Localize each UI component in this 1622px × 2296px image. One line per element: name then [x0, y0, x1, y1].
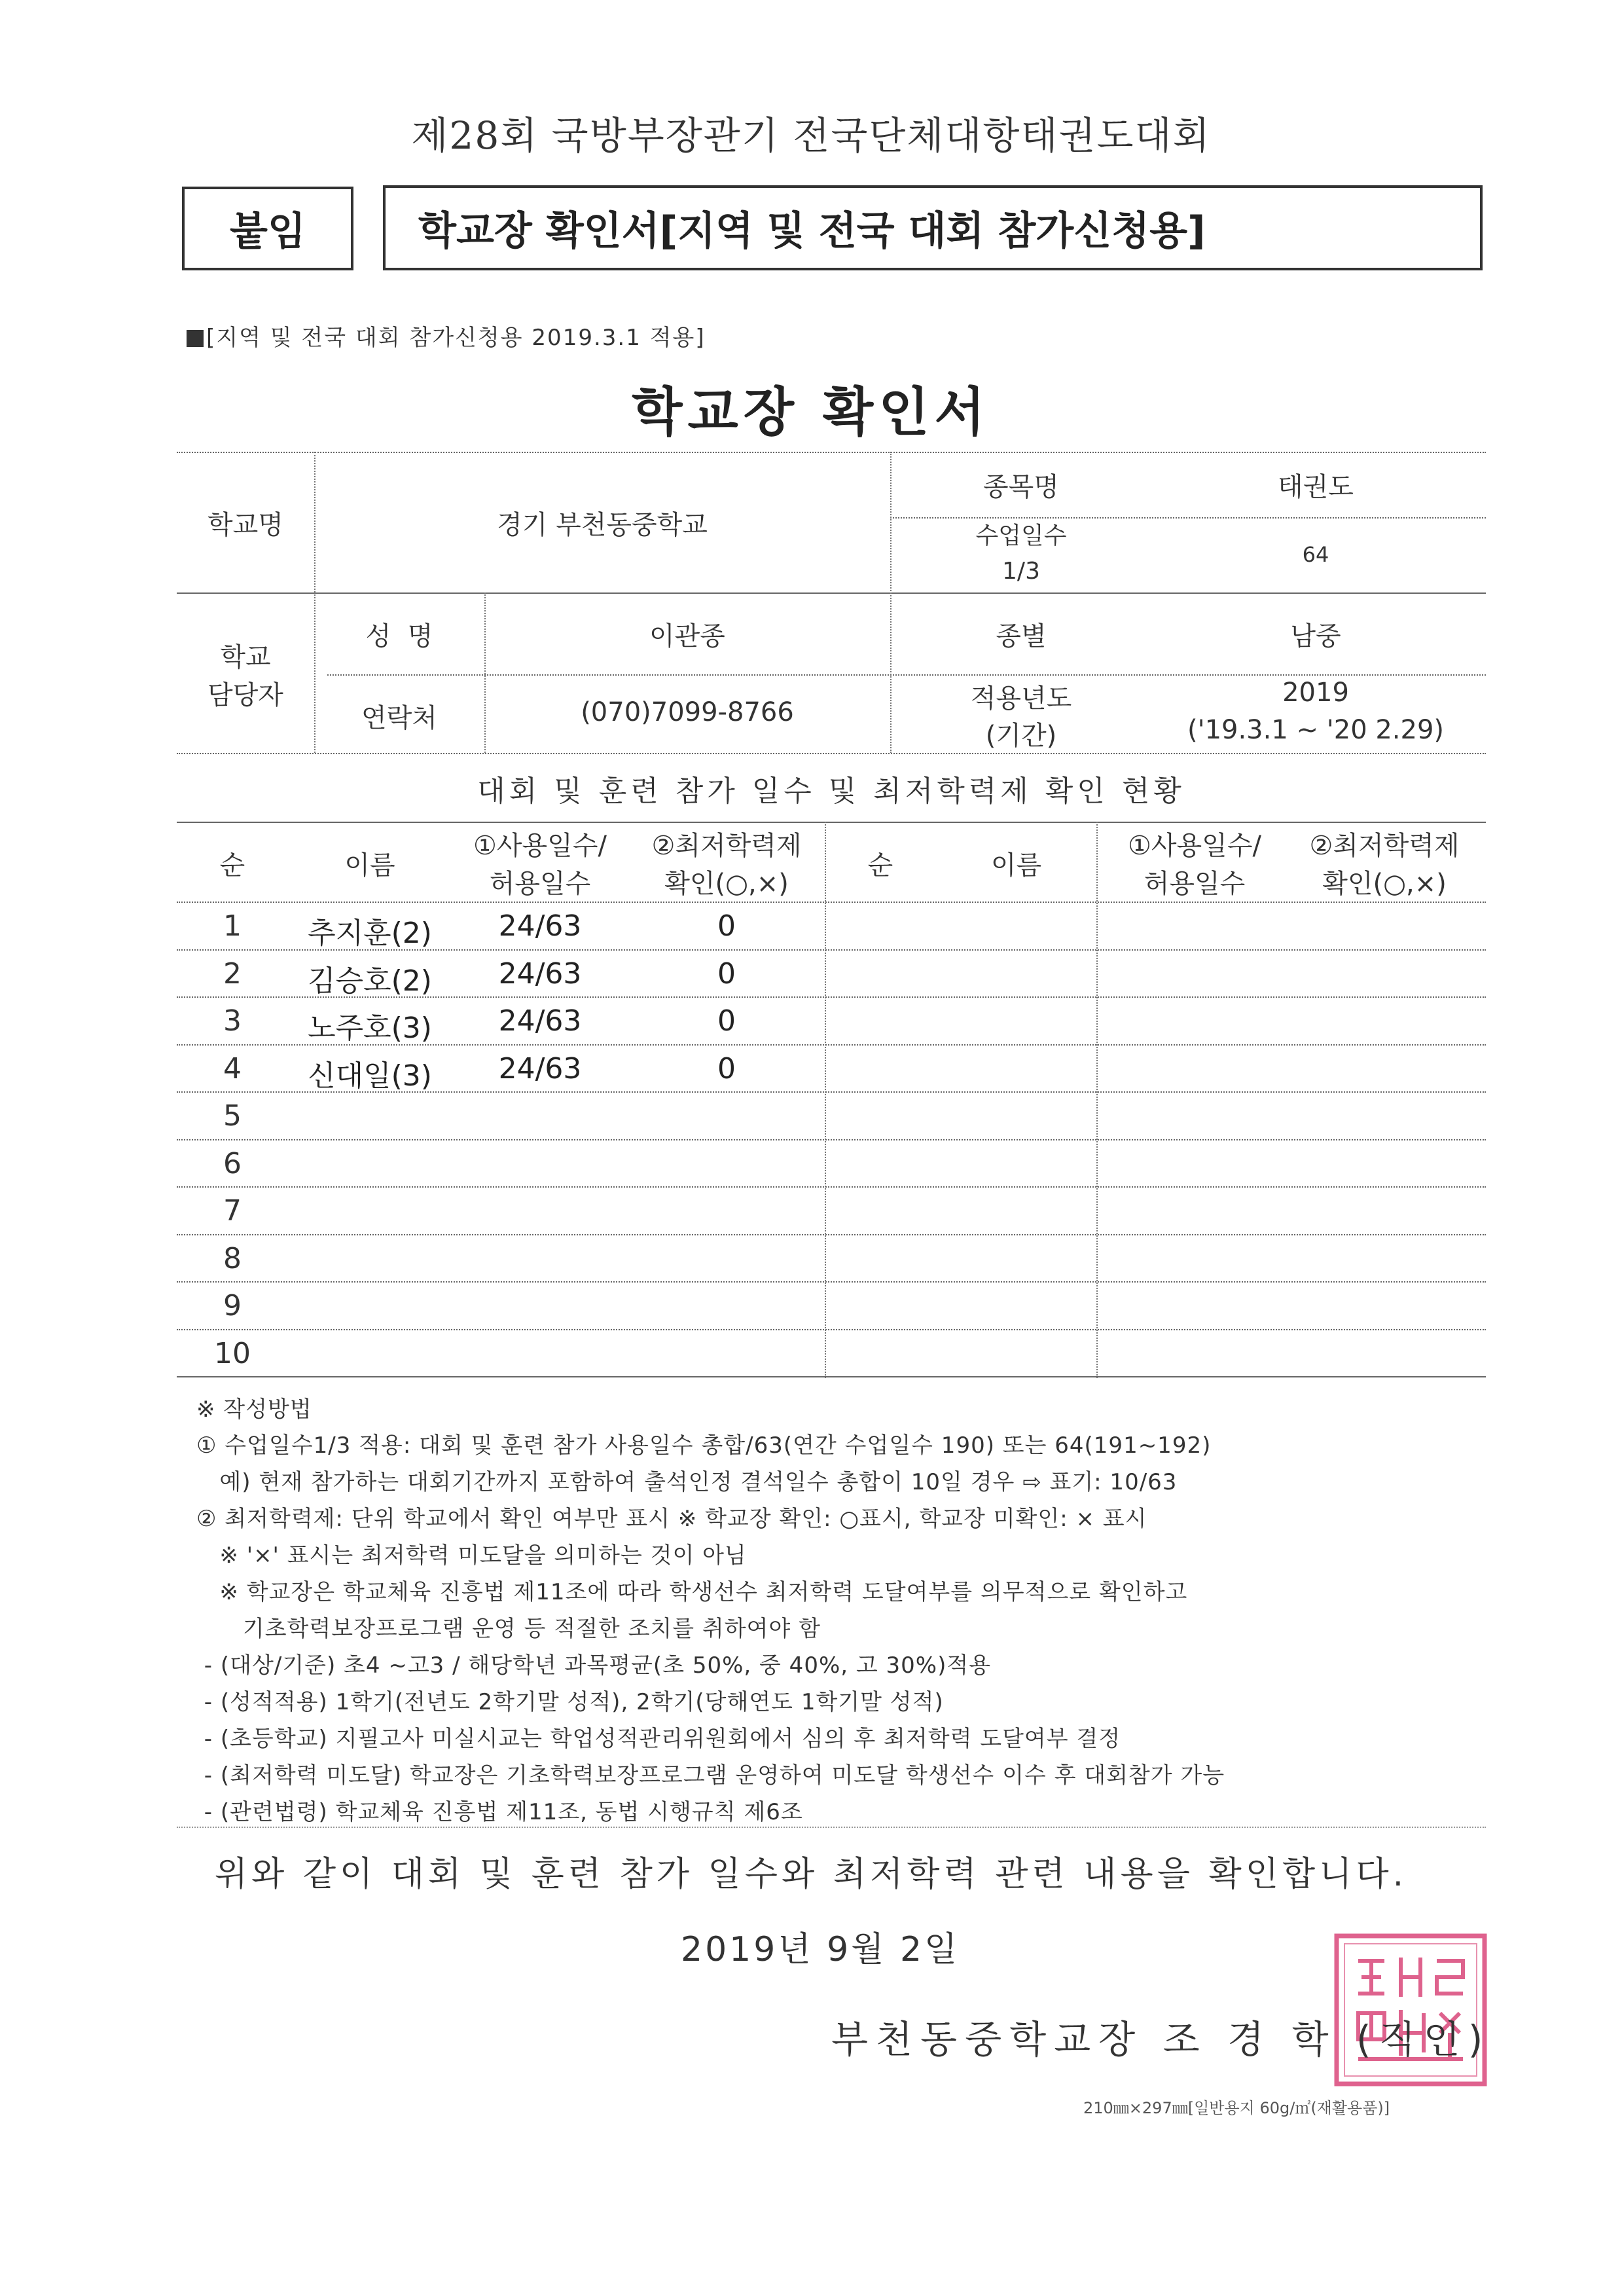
divider: [177, 753, 1486, 754]
table-row-divider: [177, 1281, 1486, 1283]
method-line: - (초등학교) 지필고사 미실시교는 학업성적관리위원회에서 심의 후 최저학력 도달여부 결정: [196, 1726, 1121, 1752]
name-label: 성 명: [365, 621, 433, 651]
year-value-2: ('19.3.1 ~ '20 2.29): [1187, 715, 1445, 745]
class-days-value: 64: [1302, 542, 1329, 567]
header-days-1: ①사용일수/: [473, 831, 607, 861]
row-number: 1: [223, 909, 242, 943]
form-title: 학교장 확인서[지역 및 전국 대회 참가신청용]: [383, 185, 1483, 270]
row-number: 7: [223, 1194, 242, 1228]
row-days: 24/63: [498, 909, 582, 943]
row-number: 8: [223, 1241, 242, 1275]
header-no-right: 순: [867, 850, 893, 881]
row-number: 9: [223, 1289, 242, 1322]
row-days: 24/63: [498, 1051, 582, 1085]
header-min-2-right: 확인(○,×): [1322, 869, 1447, 899]
section-title: 대회 및 훈련 참가 일수 및 최저학력제 확인 현황: [477, 774, 1185, 808]
year-label-2: (기간): [985, 721, 1057, 751]
header-min-1-right: ②최저학력제: [1309, 831, 1460, 861]
divider: [177, 592, 1486, 594]
table-row-divider: [177, 1329, 1486, 1330]
row-check: 0: [717, 1004, 736, 1038]
row-number: 6: [223, 1146, 242, 1180]
sport-label: 종목명: [983, 472, 1059, 502]
method-heading: ※ 작성방법: [196, 1396, 312, 1423]
header-min-1: ②최저학력제: [651, 831, 802, 861]
method-line: ② 최저학력제: 단위 학교에서 확인 여부만 표시 ※ 학교장 확인: ○표시, 학교장 미확인: × 표시: [196, 1506, 1147, 1532]
header-min-2: 확인(○,×): [664, 869, 789, 899]
row-number: 5: [223, 1099, 242, 1133]
category-label: 종별: [996, 621, 1047, 651]
class-days-label-1: 수업일수: [975, 522, 1067, 549]
header-name-right: 이름: [990, 850, 1042, 881]
divider: [1096, 822, 1098, 1378]
row-number: 10: [214, 1336, 251, 1370]
row-number: 4: [223, 1051, 242, 1085]
method-line: 예) 현재 참가하는 대회기간까지 포함하여 출석인정 결석일수 총합이 10일 경우 ⇨ 표기: 10/63: [196, 1469, 1178, 1495]
method-line: - (성적적용) 1학기(전년도 2학기말 성적), 2학기(당해연도 1학기말 성적): [196, 1689, 944, 1715]
method-line: 기초학력보장프로그램 운영 등 적절한 조치를 취하여야 함: [196, 1616, 821, 1642]
header-days-2: 허용일수: [489, 869, 591, 899]
attach-label: 붙임: [182, 187, 353, 270]
contact-value: (070)7099-8766: [581, 697, 794, 727]
method-line: ① 수업일수1/3 적용: 대회 및 훈련 참가 사용일수 총합/63(연간 수업일수 190) 또는 64(191~192): [196, 1432, 1212, 1459]
method-line: ※ 학교장은 학교체육 진흥법 제11조에 따라 학생선수 최저학력 도달여부를 의무적으로 확인하고: [196, 1579, 1188, 1605]
row-check: 0: [717, 957, 736, 991]
table-row-divider: [177, 1376, 1486, 1377]
contact-label: 연락처: [361, 703, 437, 733]
row-number: 2: [223, 957, 242, 991]
year-label-1: 적용년도: [970, 683, 1072, 714]
table-row-divider: [177, 1091, 1486, 1093]
year-value-1: 2019: [1282, 678, 1349, 708]
event-title: 제28회 국방부장관기 전국단체대항태권도대회: [411, 113, 1211, 158]
doc-title: 학교장 확인서: [632, 382, 990, 443]
row-name: 신대일(3): [308, 1059, 432, 1093]
header-no: 순: [219, 850, 245, 881]
table-row-divider: [177, 949, 1486, 951]
table-row-divider: [177, 1139, 1486, 1140]
table-row-divider: [177, 1234, 1486, 1235]
table-row-divider: [177, 996, 1486, 998]
table-row-divider: [177, 1186, 1486, 1188]
divider: [327, 674, 1486, 676]
paper-note: 210㎜×297㎜[일반용지 60g/㎡(재활용품)]: [1083, 2099, 1390, 2117]
top-note-text: [지역 및 전국 대회 참가신청용 2019.3.1 적용]: [206, 325, 706, 351]
manager-label-1: 학교: [220, 642, 271, 672]
row-days: 24/63: [498, 957, 582, 991]
row-name: 추지훈(2): [308, 917, 432, 950]
divider: [177, 1827, 1486, 1828]
row-days: 24/63: [498, 1004, 582, 1038]
divider: [825, 822, 826, 1378]
category-value: 남중: [1290, 621, 1341, 651]
manager-label-2: 담당자: [207, 680, 283, 710]
row-number: 3: [223, 1004, 242, 1038]
divider: [177, 902, 1486, 903]
header-days-2-right: 허용일수: [1144, 869, 1246, 899]
date: 2019년 9월 2일: [681, 1930, 960, 1969]
row-check: 0: [717, 909, 736, 943]
method-line: - (대상/기준) 초4 ~고3 / 해당학년 과목평균(초 50%, 중 40%, 고 30%)적용: [196, 1652, 992, 1679]
signature: 부천동중학교장 조 경 학 (직인): [831, 2017, 1491, 2062]
method-line: ※ '×' 표시는 최저학력 미도달을 의미하는 것이 아님: [196, 1542, 747, 1569]
school-value: 경기 부천동중학교: [497, 510, 708, 540]
row-name: 김승호(2): [308, 964, 432, 998]
class-days-label-2: 1/3: [1002, 558, 1040, 585]
sport-value: 태권도: [1278, 472, 1354, 502]
confirm-text: 위와 같이 대회 및 훈련 참가 일수와 최저학력 관련 내용을 확인합니다.: [214, 1855, 1408, 1894]
table-row-divider: [177, 1044, 1486, 1046]
header-name: 이름: [344, 850, 395, 881]
row-check: 0: [717, 1051, 736, 1085]
divider: [177, 822, 1486, 823]
header-days-1-right: ①사용일수/: [1128, 831, 1261, 861]
row-name: 노주호(3): [308, 1011, 432, 1045]
square-bullet-icon: [187, 330, 204, 347]
school-label: 학교명: [207, 510, 283, 540]
top-note: [187, 319, 706, 352]
divider: [177, 452, 1486, 453]
method-line: - (관련법령) 학교체육 진흥법 제11조, 동법 시행규칙 제6조: [196, 1799, 803, 1825]
name-value: 이관종: [649, 621, 725, 651]
method-line: - (최저학력 미도달) 학교장은 기초학력보장프로그램 운영하여 미도달 학생선수 이수 후 대회참가 가능: [196, 1762, 1225, 1789]
